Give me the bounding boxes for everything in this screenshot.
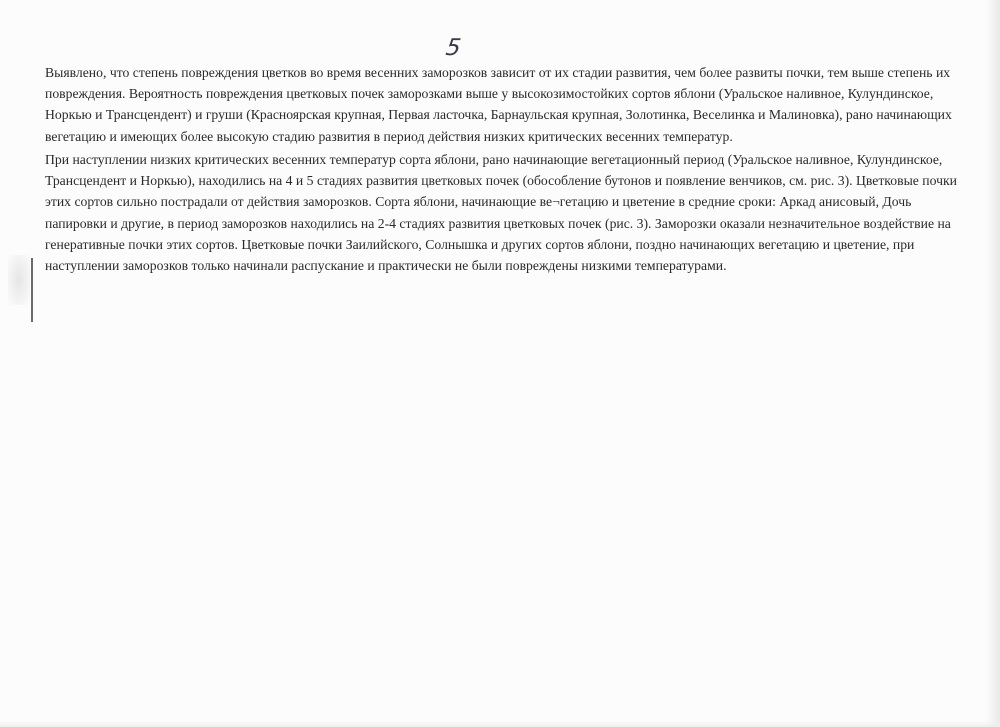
handwritten-page-number: 5 bbox=[444, 35, 463, 61]
margin-pencil-mark bbox=[31, 258, 33, 322]
scan-smudge bbox=[8, 255, 30, 305]
paragraph-apple-varieties-frost: При наступлении низких критических весенних температур сорта яблони, рано начинающие вегетационный период (Уральское наливное, Кулундинское, Трансцендент и Норкью), находились на 4 и 5 стадиях развития цветковых почек (обособление бутонов и появление венчиков, см. рис. 3). Цветковые почки этих сортов сильно пострадали от действия заморозков. Сорта яблони, начинающие ве¬гетацию и цветение в средние сроки: Аркад анисовый, Дочь папировки и другие, в период заморозков находились на 2-4 стадиях развития цветковых почек (рис. 3). Заморозки оказали незначительное воздействие на генеративные почки этих сортов. Цветковые почки Заилийского, Солнышка и других сортов яблони, поздно начинающих вегетацию и цветение, при наступлении заморозков только начинали распускание и практически не были повреждены низкими температурами. bbox=[45, 152, 957, 274]
scan-edge-shadow bbox=[986, 0, 1000, 727]
scan-edge-shadow-bottom bbox=[0, 721, 1000, 727]
paragraph-frost-damage-stage: Выявлено, что степень повреждения цветков во время весенних заморозков зависит от их стадии развития, чем более развиты почки, тем выше степень их повреждения. Вероятность повреждения цветковых почек заморозками выше у высокозимостойких сортов яблони (Уральское наливное, Кулундинское, Норкью и Трансцендент) и груши (Красноярская крупная, Первая ласточка, Барнаульская крупная, Золотинка, Веселинка и Малиновка), рано начинающих вегетацию и имеющих более высокую стадию развития в период действия низких критических весенних температур. bbox=[45, 65, 952, 144]
